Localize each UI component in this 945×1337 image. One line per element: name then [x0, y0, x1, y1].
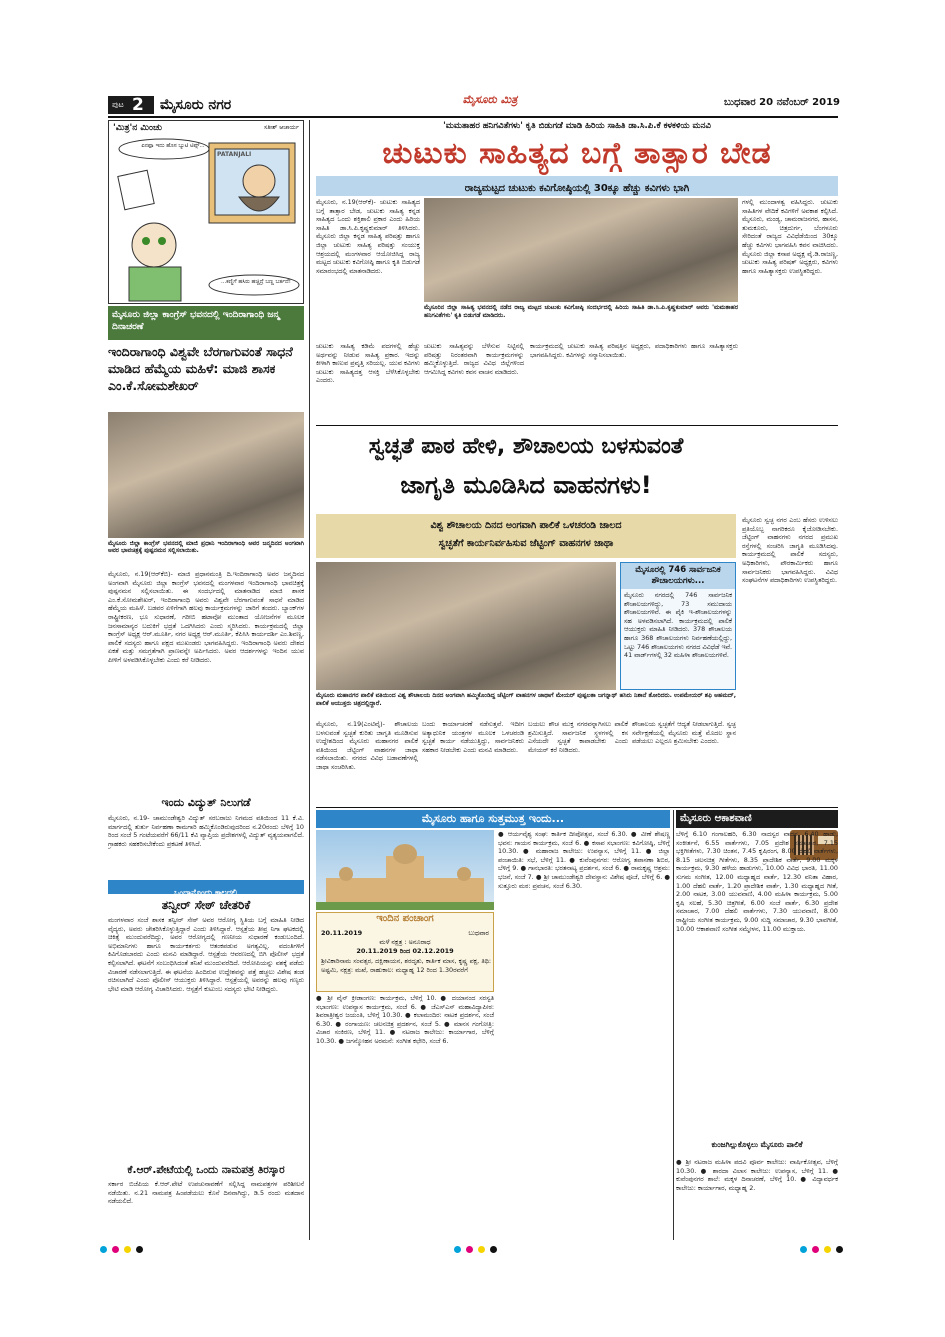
today-events-left: ● ಶ್ರೀ ವೈನ್ ಕ್ರೀಡಾಂಗಣ: ಕಾರ್ಯಕ್ರಮ, ಬೆಳಿಗ್ಗೆ 10. ● ದಯಾನಂದ ಸರಸ್ವತಿ ಸಭಾಂಗಣ: ಉಪನ್ಯಾಸ ಕಾರ್ಯಕ್ರಮ, ಸಂಜೆ 6. ● ಜೆಎಸ್‌ಎಸ್ ಮಹಾವಿದ್ಯಾಪೀಠ: ಶಿವರಾತ್ರೀಶ್ವರ ಜಯಂತಿ, ಬೆಳಿಗ್ಗೆ 10.30. ● ಕಲಾಮಂದಿರ: ನಾಟಕ ಪ್ರದರ್ಶನ, ಸಂಜೆ 6.30. ● ರಂಗಾಯಣ: ಚಲನಚಿತ್ರ ಪ್ರದರ್ಶನ, ಸಂಜೆ 5. ● ಮಾನಸ ಗಂಗೋತ್ರಿ: ವಿಚಾರ ಸಂಕಿರಣ, ಬೆಳಿಗ್ಗೆ 11. ● ನಟರಾಜ ಕಾಲೇಜು: ಕಾರ್ಯಾಗಾರ, ಬೆಳಿಗ್ಗೆ 10.30. ● ಜಗನ್ಮೋಹನ ಅರಮನೆ: ಸಂಗೀತ ಕಛೇರಿ, ಸಂಜೆ 6. — [316, 994, 494, 1045]
top-story-col4: ಕಾರ್ಯಕ್ರಮದಲ್ಲಿ ಚುಟುಕು ಸಾಹಿತ್ಯ ಪರಿಷತ್ತಿನ ಅಧ್ಯಕ್ಷರು, ಪದಾಧಿಕಾರಿಗಳು ಹಾಗೂ ಸಾಹಿತ್ಯಾಸಕ್ತರು ಭಾಗವಹಿಸಿದ್ದರು. ಕವಿಗಳನ್ನು ಸನ್ಮಾನಿಸಲಾಯಿತು. — [530, 342, 738, 359]
power-cut-title: ಇಂದು ವಿದ್ಯುತ್ ನಿಲುಗಡೆ — [161, 796, 251, 809]
panchanga-body: ಶ್ರೀವಿಕಾರಿನಾಮ ಸಂವತ್ಸರ, ದಕ್ಷಿಣಾಯನ, ಶರದೃತು, ಕಾರ್ತಿಕ ಮಾಸ, ಕೃಷ್ಣ ಪಕ್ಷ, ತಿಥಿ: ಅಷ್ಟಮಿ, ನಕ್ಷತ್ರ: ಮಖೆ, ರಾಹುಕಾಲ: ಮಧ್ಯಾಹ್ನ 12 ರಿಂದ 1.30ರವರೆಗೆ — [321, 957, 491, 974]
second-story-headline-2: ಜಾಗೃತಿ ಮೂಡಿಸಿದ ವಾಹನಗಳು! — [400, 471, 652, 499]
second-story-caption: ಮೈಸೂರು ಮಹಾನಗರ ಪಾಲಿಕೆ ವತಿಯಿಂದ ವಿಶ್ವ ಶೌಚಾಲಯ ದಿನದ ಅಂಗವಾಗಿ ಹಮ್ಮಿಕೊಂಡಿದ್ದ ಜೆಟ್ಟಿಂಗ್ ವಾಹನಗಳ ಜಾಥಾಗೆ ಮೇಯರ್ ಪುಷ್ಪಲತಾ ಜಗನ್ನಾಥ್ ಹಸಿರು ನಿಶಾನೆ ತೋರಿದರು. ಉಪಮೇಯರ್ ಶಫಿ ಅಹಮದ್, ಪಾಲಿಕೆ ಆಯುಕ್ತರು ಚಿತ್ರದಲ್ಲಿದ್ದಾರೆ. — [316, 692, 736, 707]
top-story-photo — [424, 198, 738, 302]
radio-header-text: ಮೈಸೂರು ಆಕಾಶವಾಣಿ — [680, 813, 752, 824]
left-story-kicker-text: ಮೈಸೂರು ಜಿಲ್ಲಾ ಕಾಂಗ್ರೆಸ್ ಭವನದಲ್ಲಿ ಇಂದಿರಾಗಾಂಧಿ ಜನ್ಮ ದಿನಾಚರಣೆ — [112, 310, 280, 332]
left-story-body: ಮೈಸೂರು, ನ.19(ಆರ್‌ಕೆಬಿ)- ಮಾಜಿ ಪ್ರಧಾನಮಂತ್ರಿ ದಿ.ಇಂದಿರಾಗಾಂಧಿ ಅವರ ಜನ್ಮದಿನದ ಅಂಗವಾಗಿ ಮೈಸೂರು ಜಿಲ್ಲಾ ಕಾಂಗ್ರೆಸ್ ಭವನದಲ್ಲಿ ಮಂಗಳವಾರ ಇಂದಿರಾಗಾಂಧಿ ಭಾವಚಿತ್ರಕ್ಕೆ ಪುಷ್ಪನಮನ ಸಲ್ಲಿಸಲಾಯಿತು. ಈ ಸಂದರ್ಭದಲ್ಲಿ ಮಾತನಾಡಿದ ಮಾಜಿ ಶಾಸಕ ಎಂ.ಕೆ.ಸೋಮಶೇಖರ್, ಇಂದಿರಾಗಾಂಧಿ ಅವರು ವಿಶ್ವವೇ ಬೆರಗಾಗುವಂತೆ ಸಾಧನೆ ಮಾಡಿದ ಹೆಮ್ಮೆಯ ಮಹಿಳೆ. ಬಡವರ ಏಳಿಗೆಗಾಗಿ ಹಲವು ಕಾರ್ಯಕ್ರಮಗಳನ್ನು ಜಾರಿಗೆ ತಂದರು. ಬ್ಯಾಂಕ್‌ಗಳ ರಾಷ್ಟ್ರೀಕರಣ, ಭೂ ಸುಧಾರಣೆ, ಗರೀಬಿ ಹಟಾವೋ ಮುಂತಾದ ಯೋಜನೆಗಳ ಮೂಲಕ ಜನಸಾಮಾನ್ಯರ ಬದುಕಿಗೆ ಭದ್ರತೆ ಒದಗಿಸಿದರು ಎಂದು ಸ್ಮರಿಸಿದರು. ಕಾರ್ಯಕ್ರಮದಲ್ಲಿ ಜಿಲ್ಲಾ ಕಾಂಗ್ರೆಸ್ ಅಧ್ಯಕ್ಷ ಆರ್.ಮೂರ್ತಿ, ನಗರ ಅಧ್ಯಕ್ಷ ಆರ್.ಮೂರ್ತಿ, ಕೆಪಿಸಿಸಿ ಕಾರ್ಯದರ್ಶಿ ಎಂ.ಶಿವಣ್ಣ, ಪಾಲಿಕೆ ಸದಸ್ಯರು ಹಾಗೂ ಪಕ್ಷದ ಮುಖಂಡರು ಭಾಗವಹಿಸಿದ್ದರು. ಇಂದಿರಾಗಾಂಧಿ ಅವರು ದೇಶದ ಏಕತೆ ಮತ್ತು ಸಮಗ್ರತೆಗಾಗಿ ಪ್ರಾಣವನ್ನೇ ಅರ್ಪಿಸಿದರು. ಅವರ ಆದರ್ಶಗಳನ್ನು ಇಂದಿನ ಯುವ ಪೀಳಿಗೆ ಅಳವಡಿಸಿಕೊಳ್ಳಬೇಕು ಎಂದು ಕರೆ ನೀಡಿದರು. — [108, 570, 304, 664]
palace-icon — [316, 830, 494, 910]
second-story-subhead-1: ವಿಶ್ವ ಶೌಚಾಲಯ ದಿನದ ಅಂಗವಾಗಿ ಪಾಲಿಕೆ ಒಳಚರಂಡಿ ಜಾಲದ — [430, 520, 622, 531]
radio-body: ಬೆಳಿಗ್ಗೆ 6.10 ಗಂಗಾಲಹರಿ, 6.30 ನಾದಸ್ವರ ವಾದನ, 6.40 ಹಾಡು, ಸಂಕೀರ್ತನೆ, 6.55 ವಾರ್ತೆಗಳು, 7.05 ಪ್ರದೇಶ ಸಮಾಚಾರ, 7.15 ಭಕ್ತಿಗೀತೆಗಳು, 7.30 ಚಿಂತನ, 7.45 ಕೃಷಿರಂಗ, 8.00 ದೆಹಲಿ ವಾರ್ತೆಗಳು, 8.15 ಚಲನಚಿತ್ರ ಗೀತೆಗಳು, 8.35 ಪ್ರಾದೇಶಿಕ ವಾರ್ತೆ, 9.00 ಮಕ್ಕಳ ಕಾರ್ಯಕ್ರಮ, 9.30 ಹಳೆಯ ಹಾಡುಗಳು, 10.00 ವಿವಿಧ ಭಾರತಿ, 11.00 ಸುಗಮ ಸಂಗೀತ, 12.00 ಮಧ್ಯಾಹ್ನದ ವಾರ್ತೆ, 12.30 ವನಿತಾ ವಿಹಾರ, 1.00 ದೆಹಲಿ ವಾರ್ತೆ, 1.20 ಪ್ರಾದೇಶಿಕ ವಾರ್ತೆ, 1.30 ಮಧ್ಯಾಹ್ನದ ಗೀತೆ, 2.00 ನಾಟಕ, 3.00 ಯುವವಾಣಿ, 4.00 ಮಹಿಳಾ ಕಾರ್ಯಕ್ರಮ, 5.00 ಕೃಷಿ ಸಲಹೆ, 5.30 ಚಿತ್ರಗೀತೆ, 6.00 ಸಂಜೆ ವಾರ್ತೆ, 6.30 ಪ್ರದೇಶ ಸಮಾಚಾರ, 7.00 ದೆಹಲಿ ವಾರ್ತೆಗಳು, 7.30 ಯುವವಾಣಿ, 8.00 ರಾಷ್ಟ್ರೀಯ ಸಂಗೀತ ಕಾರ್ಯಕ್ರಮ, 9.00 ಸುದ್ದಿ ಸಮಾಚಾರ, 9.30 ಭಾವಗೀತೆ, 10.00 ಆಕಾಶವಾಣಿ ಸಂಗೀತ ಸಮ್ಮೇಳನ, 11.00 ಮುಕ್ತಾಯ. — [676, 830, 838, 933]
nomination-title: ಕೆ.ಆರ್.ಪೇಟೆಯಲ್ಲಿ ಒಂದು ನಾಮಪತ್ರ ತಿರಸ್ಕಾರ — [127, 1164, 285, 1176]
history-band — [108, 880, 304, 897]
power-cut-body: ಮೈಸೂರು, ನ.19- ಚಾಮುಂಡೇಶ್ವರಿ ವಿದ್ಯುತ್ ಸರಬರಾಜು ನಿಗಮದ ವತಿಯಿಂದ 11 ಕೆ.ವಿ. ಮಾರ್ಗದಲ್ಲಿ ತುರ್ತು ನಿರ್ವಹಣಾ ಕಾಮಗಾರಿ ಹಮ್ಮಿಕೊಂಡಿರುವುದರಿಂದ ನ.20ರಂದು ಬೆಳಿಗ್ಗೆ 10 ರಿಂದ ಸಂಜೆ 5 ಗಂಟೆಯವರೆಗೆ 66/11 ಕೆವಿ ವ್ಯಾಪ್ತಿಯ ಪ್ರದೇಶಗಳಲ್ಲಿ ವಿದ್ಯುತ್ ವ್ಯತ್ಯಯವಾಗಲಿದೆ. ಗ್ರಾಹಕರು ಸಹಕರಿಸಬೇಕೆಂದು ಪ್ರಕಟಣೆ ತಿಳಿಸಿದೆ. — [108, 814, 304, 848]
cartoon-artist: ಸತೀಶ್ ಆಚಾರ್ಯ — [264, 124, 299, 131]
panchanga-title: ಇಂದಿನ ಪಂಚಾಂಗ — [376, 913, 434, 924]
top-story-caption: ಮೈಸೂರಿನ ಜಿಲ್ಲಾ ಸಾಹಿತ್ಯ ಭವನದಲ್ಲಿ ನಡೆದ ರಾಜ್ಯ ಮಟ್ಟದ ಚುಟುಕು ಕವಿಗೋಷ್ಠಿ ಸಂದರ್ಭದಲ್ಲಿ ಹಿರಿಯ ಸಾಹಿತಿ ಡಾ.ಸಿ.ಪಿ.ಕೃಷ್ಣಕುಮಾರ್ ಅವರು 'ಮಮತಾಹರ ಹನಿಗವಿತೆಗಳು' ಕೃತಿ ಬಿಡುಗಡೆ ಮಾಡಿದರು. — [424, 304, 738, 319]
left-story-kicker — [108, 306, 304, 340]
cartoon-drawing — [109, 135, 303, 303]
top-story-kicker: 'ಮಮತಾಹರ ಹನಿಗವಿತೆಗಳು' ಕೃತಿ ಬಿಡುಗಡೆ ಮಾಡಿ ಹಿರಿಯ ಸಾಹಿತಿ ಡಾ.ಸಿ.ಪಿ.ಕೆ ಕಳಕಳಿಯ ಮನವಿ — [443, 121, 711, 131]
radio-header — [676, 810, 838, 828]
history-body: ಮಂಗಳವಾರ ಸಂಜೆ ಶಾಸಕ ತನ್ವೀರ್ ಸೇಠ್ ಅವರ ಆರೋಗ್ಯ ಸ್ಥಿತಿಯ ಬಗ್ಗೆ ಮಾಹಿತಿ ನೀಡಿದ ವೈದ್ಯರು, ಅವರು ಚೇತರಿಸಿಕೊಳ್ಳುತ್ತಿದ್ದಾರೆ ಎಂದು ತಿಳಿಸಿದ್ದಾರೆ. ಆಸ್ಪತ್ರೆಯ ತೀವ್ರ ನಿಗಾ ಘಟಕದಲ್ಲಿ ಚಿಕಿತ್ಸೆ ಮುಂದುವರೆದಿದ್ದು, ಅವರ ಆರೋಗ್ಯದಲ್ಲಿ ಗಣನೀಯ ಸುಧಾರಣೆ ಕಂಡುಬಂದಿದೆ. ಅಭಿಮಾನಿಗಳು ಹಾಗೂ ಕಾರ್ಯಕರ್ತರು ಆತಂಕಪಡುವ ಅಗತ್ಯವಿಲ್ಲ. ವದಂತಿಗಳಿಗೆ ಕಿವಿಗೊಡಬಾರದು ಎಂದು ಮನವಿ ಮಾಡಿದ್ದಾರೆ. ಆಸ್ಪತ್ರೆಯ ಆವರಣದಲ್ಲಿ ಬಿಗಿ ಪೊಲೀಸ್ ಭದ್ರತೆ ಕಲ್ಪಿಸಲಾಗಿದೆ. ಘಟನೆಗೆ ಸಂಬಂಧಿಸಿದಂತೆ ತನಿಖೆ ಮುಂದುವರೆದಿದೆ. ಆರೋಪಿಯನ್ನು ವಶಕ್ಕೆ ಪಡೆದು ವಿಚಾರಣೆ ನಡೆಸಲಾಗುತ್ತಿದೆ. ಈ ಘಟನೆಯ ಹಿಂದಿರುವ ಉದ್ದೇಶವನ್ನು ಪತ್ತೆ ಹಚ್ಚಲು ವಿಶೇಷ ತಂಡ ರಚಿಸಲಾಗಿದೆ ಎಂದು ಪೊಲೀಸ್ ಆಯುಕ್ತರು ತಿಳಿಸಿದ್ದಾರೆ. ಆಸ್ಪತ್ರೆಯಲ್ಲಿ ಅವರನ್ನು ಹಲವು ಗಣ್ಯರು ಭೇಟಿ ಮಾಡಿ ಆರೋಗ್ಯ ವಿಚಾರಿಸಿದರು. ಆಸ್ಪತ್ರೆಗೆ ಕುಟುಂಬ ಸದಸ್ಯರು ಭೇಟಿ ನೀಡಿದ್ದರು. — [108, 916, 304, 993]
nomination-body: ಸರ್ಕಾರ ಬಿಜೆಪಿಯ ಕೆ.ಆರ್.ಪೇಟೆ ಉಪಚುನಾವಣೆಗೆ ಸಲ್ಲಿಸಿದ್ದ ನಾಮಪತ್ರಗಳ ಪರಿಶೀಲನೆ ನಡೆಯಿತು. ನ.21 ನಾಮಪತ್ರ ಹಿಂಪಡೆಯಲು ಕೊನೆ ದಿನವಾಗಿದ್ದು, ಡಿ.5 ರಂದು ಮತದಾನ ನಡೆಯಲಿದೆ. — [108, 1180, 304, 1206]
second-story-subhead-2: ಸ್ವಚ್ಛತೆಗೆ ಕಾರ್ಯನಿರ್ವಹಿಸುವ ಜೆಟ್ಟಿಂಗ್ ವಾಹನಗಳ ಜಾಥಾ — [438, 538, 614, 549]
radio-sub-body: ● ಶ್ರೀ ನಟರಾಜ ಮಹಿಳಾ ಪದವಿ ಪೂರ್ವ ಕಾಲೇಜು: ವಾರ್ಷಿಕೋತ್ಸವ, ಬೆಳಿಗ್ಗೆ 10.30. ● ಶಾರದಾ ವಿಲಾಸ ಕಾಲೇಜು: ಉಪನ್ಯಾಸ, ಬೆಳಿಗ್ಗೆ 11. ● ಕುವೆಂಪುನಗರ ಶಾಲೆ: ಮಕ್ಕಳ ದಿನಾಚರಣೆ, ಬೆಳಿಗ್ಗೆ 10. ● ವಿದ್ಯಾವರ್ಧಕ ಕಾಲೇಜು: ಕಾರ್ಯಾಗಾರ, ಮಧ್ಯಾಹ್ನ 2. — [676, 1158, 838, 1192]
second-story-col5: ಮೈಸೂರು ಸ್ವಚ್ಛ ನಗರ ಎಂಬ ಹೆಸರು ಉಳಿಸಲು ಪ್ರತಿಯೊಬ್ಬ ನಾಗರಿಕರೂ ಕೈಜೋಡಿಸಬೇಕು. ಜೆಟ್ಟಿಂಗ್ ವಾಹನಗಳು ನಗರದ ಪ್ರಮುಖ ರಸ್ತೆಗಳಲ್ಲಿ ಸಂಚರಿಸಿ ಜಾಗೃತಿ ಮೂಡಿಸಿದವು. ಕಾರ್ಯಕ್ರಮದಲ್ಲಿ ಪಾಲಿಕೆ ಸದಸ್ಯರು, ಅಧಿಕಾರಿಗಳು, ಪೌರಕಾರ್ಮಿಕರು ಹಾಗೂ ಸಾರ್ವಜನಿಕರು ಭಾಗವಹಿಸಿದ್ದರು. ವಿವಿಧ ಸಂಘಟನೆಗಳ ಪದಾಧಿಕಾರಿಗಳು ಉಪಸ್ಥಿತರಿದ್ದರು. — [742, 516, 838, 585]
second-story-headline-1: ಸ್ವಚ್ಛತೆ ಪಾಠ ಹೇಳಿ, ಶೌಚಾಲಯ ಬಳಸುವಂತೆ — [368, 434, 684, 459]
toilets-box-title: ಮೈಸೂರಲ್ಲಿ 746 ಸಾರ್ವಜನಿಕ ಶೌಚಾಲಯಗಳು... — [621, 563, 735, 589]
history-title: ತನ್ವೀರ್ ಸೇಠ್ ಚೇತರಿಕೆ — [161, 898, 251, 912]
left-story-caption: ಮೈಸೂರು ಜಿಲ್ಲಾ ಕಾಂಗ್ರೆಸ್ ಭವನದಲ್ಲಿ ಮಾಜಿ ಪ್ರಧಾನಿ ಇಂದಿರಾಗಾಂಧಿ ಅವರ ಜನ್ಮದಿನದ ಅಂಗವಾಗಿ ಅವರ ಭಾವಚಿತ್ರಕ್ಕೆ ಪುಷ್ಪನಮನ ಸಲ್ಲಿಸಲಾಯಿತು. — [108, 540, 304, 554]
second-story-col3: ಬಯಲು ಶೌಚ ಮುಕ್ತ ನಗರವನ್ನಾಗಿಸಲು ಪಾಲಿಕೆ ಶ್ರಮಿಸುತ್ತಿದೆ. ಸಾರ್ವಜನಿಕ ಸ್ಥಳಗಳಲ್ಲಿ ಕಸ ಎಸೆಯದೇ ಸ್ವಚ್ಛತೆ ಕಾಪಾಡಬೇಕು ಎಂದು ಮೇಯರ್ ಕರೆ ನೀಡಿದರು. — [528, 720, 628, 754]
second-story-photo — [316, 562, 616, 690]
section-title: ಮೈಸೂರು ನಗರ — [160, 97, 232, 113]
second-story-col1: ಮೈಸೂರು, ನ.19(ಎಂಟಿವೈ)- ಶೌಚಾಲಯ ಬಳಸುವಂತೆ ಸ್ವಚ್ಛತೆ ಕುರಿತು ಜಾಗೃತಿ ಮೂಡಿಸುವ ಉದ್ದೇಶದಿಂದ ಮೈಸೂರು ಮಹಾನಗರ ಪಾಲಿಕೆ ವತಿಯಿಂದ ಜೆಟ್ಟಿಂಗ್ ವಾಹನಗಳ ಜಾಥಾ ನಡೆಸಲಾಯಿತು. ನಗರದ ವಿವಿಧ ಬಡಾವಣೆಗಳಲ್ಲಿ ಜಾಥಾ ಸಂಚರಿಸಿತು. — [316, 720, 418, 771]
cartoon-bubble-top: ಏನಪ್ಪಾ ಇದು ಹೊಸ ಬ್ಯುಟಿ ಟಿಪ್ಸ್... — [141, 143, 205, 149]
panchanga-line2: 20.11.2019 ರಿಂದ 02.12.2019 — [356, 947, 454, 955]
second-story-col4: ಶೌಚಾಲಯ ಸ್ವಚ್ಛತೆಗೆ ಆದ್ಯತೆ ನೀಡಲಾಗುತ್ತಿದೆ. ಸ್ವಚ್ಛ ಸರ್ವೇಕ್ಷಣೆಯಲ್ಲಿ ಮೈಸೂರು ಮತ್ತೆ ಮೊದಲ ಸ್ಥಾನ ಪಡೆಯಲು ಎಲ್ಲರೂ ಶ್ರಮಿಸಬೇಕು ಎಂದರು. — [632, 720, 736, 746]
masthead: ಮೈಸೂರು ಮಿತ್ರ — [462, 93, 518, 106]
top-story-col5: ಗಳಲ್ಲಿ ಮುಂದಾಳತ್ವ ವಹಿಸಿದ್ದರು. ಚುಟುಕು ಸಾಹಿತಿಗಳ ವೇದಿಕೆ ಕವಿಗಳಿಗೆ ಅವಕಾಶ ಕಲ್ಪಿಸಿದೆ. ಮೈಸೂರು, ಮಂಡ್ಯ, ಚಾಮರಾಜನಗರ, ಹಾಸನ, ತುಮಕೂರು, ಚಿತ್ರದುರ್ಗ, ಬೆಂಗಳೂರು ಸೇರಿದಂತೆ ರಾಜ್ಯದ ವಿವಿಧೆಡೆಯಿಂದ 30ಕ್ಕೂ ಹೆಚ್ಚು ಕವಿಗಳು ಭಾಗವಹಿಸಿ ಕವನ ವಾಚಿಸಿದರು. ಮೈಸೂರು ಜಿಲ್ಲಾ ಕಸಾಪ ಅಧ್ಯಕ್ಷ ವೈ.ಡಿ.ರಾಜಣ್ಣ, ಚುಟುಕು ಸಾಹಿತ್ಯ ಪರಿಷತ್ ಅಧ್ಯಕ್ಷರು, ಕವಿಗಳು ಹಾಗೂ ಸಾಹಿತ್ಯಾಸಕ್ತರು ಉಪಸ್ಥಿತರಿದ್ದರು. — [742, 198, 838, 275]
panchanga-day: ಬುಧವಾರ — [468, 929, 489, 937]
page-number-badge — [108, 96, 154, 114]
top-story-col1: ಮೈಸೂರು, ನ.19(ಆರ್‌ಕೆ)- ಚುಟುಕು ಸಾಹಿತ್ಯದ ಬಗ್ಗೆ ತಾತ್ಸಾರ ಬೇಡ, ಚುಟುಕು ಸಾಹಿತ್ಯ ಕನ್ನಡ ಸಾಹಿತ್ಯದ ಒಂದು ಶಕ್ತಿಶಾಲಿ ಪ್ರಕಾರ ಎಂದು ಹಿರಿಯ ಸಾಹಿತಿ ಡಾ.ಸಿ.ಪಿ.ಕೃಷ್ಣಕುಮಾರ್ ತಿಳಿಸಿದರು. ಮೈಸೂರು ಜಿಲ್ಲಾ ಕನ್ನಡ ಸಾಹಿತ್ಯ ಪರಿಷತ್ತು ಹಾಗೂ ಜಿಲ್ಲಾ ಚುಟುಕು ಸಾಹಿತ್ಯ ಪರಿಷತ್ತು ಸಂಯುಕ್ತ ಆಶ್ರಯದಲ್ಲಿ ಮಂಗಳವಾರ ಆಯೋಜಿಸಿದ್ದ ರಾಜ್ಯ ಮಟ್ಟದ ಚುಟುಕು ಕವಿಗೋಷ್ಠಿ ಹಾಗೂ ಕೃತಿ ಬಿಡುಗಡೆ ಸಮಾರಂಭದಲ್ಲಿ ಮಾತನಾಡಿದರು. — [316, 198, 420, 275]
top-story-headline: ಚುಟುಕು ಸಾಹಿತ್ಯದ ಬಗ್ಗೆ ತಾತ್ಸಾರ ಬೇಡ — [382, 136, 772, 171]
today-header-text: ಮೈಸೂರು ಹಾಗೂ ಸುತ್ತಮುತ್ತ ಇಂದು... — [421, 812, 565, 825]
history-band-text: ಒಂದಾನೊಂದು ಕಾಲದಲ್ಲಿ — [174, 888, 238, 897]
palace-illustration — [316, 830, 494, 910]
panchanga-date: 20.11.2019 — [321, 929, 363, 937]
second-story-col2: ಬಂದು ಕಾರ್ಯಾಚರಣೆ ನಡೆಸುತ್ತವೆ. ಇದೀಗ ಅತ್ಯಾಧುನಿಕ ಯಂತ್ರಗಳ ಮೂಲಕ ಒಳಚರಂಡಿ ಸ್ವಚ್ಛತೆ ಕಾರ್ಯ ನಡೆಯುತ್ತಿದ್ದು, ಸಾರ್ವಜನಿಕರು ಸಹಕಾರ ನೀಡಬೇಕು ಎಂದು ಮನವಿ ಮಾಡಿದರು. — [422, 720, 524, 754]
left-story-photo — [108, 412, 304, 538]
cartoon-tv-label: PATANJALI — [217, 151, 252, 158]
top-story-col3: ಚುಟುಕು ಸಾಹಿತ್ಯವನ್ನು ಬೆಳೆಸುವ ನಿಟ್ಟಿನಲ್ಲಿ ಪರಿಷತ್ತು ನಿರಂತರವಾಗಿ ಕಾರ್ಯಕ್ರಮಗಳನ್ನು ಹಮ್ಮಿಕೊಳ್ಳುತ್ತಿದೆ. ರಾಜ್ಯದ ವಿವಿಧ ಜಿಲ್ಲೆಗಳಿಂದ ಆಗಮಿಸಿದ್ದ ಕವಿಗಳು ಕವನ ವಾಚನ ಮಾಡಿದರು. — [424, 342, 524, 376]
cartoon-title: 'ಮಿತ್ರ'ನ ಮಿಂಚು — [113, 123, 163, 133]
toilets-box — [620, 562, 736, 690]
top-story-col2: ಚುಟುಕು ಸಾಹಿತ್ಯ ಕಡಿಮೆ ಪದಗಳಲ್ಲಿ ಹೆಚ್ಚು ಅರ್ಥವನ್ನು ನೀಡುವ ಸಾಹಿತ್ಯ ಪ್ರಕಾರ. ಇದನ್ನು ಕೀಳಾಗಿ ಕಾಣುವ ಪ್ರವೃತ್ತಿ ಸರಿಯಲ್ಲ. ಯುವ ಕವಿಗಳು ಚುಟುಕು ಸಾಹಿತ್ಯದತ್ತ ಆಸಕ್ತಿ ಬೆಳೆಸಿಕೊಳ್ಳಬೇಕು ಎಂದರು. — [316, 342, 420, 385]
page-label: ಪುಟ — [112, 100, 124, 109]
cartoon-panel — [108, 120, 304, 304]
radio-sub-header: ಕುಂಜಗಿಲ್ಲುಕೊಳ್ಳಲು ಮೈಸೂರು ಪಾಲಿಕೆ — [711, 1140, 803, 1149]
cartoon-bubble-bottom: ...ಕಣ್ಣಿಗೆ ಹಸಿರು ಹಚ್ಚಿದ್ರೆ ಬಣ್ಣ ಬರ್ತದೆ! — [221, 279, 291, 285]
today-events-right: ● ಆರ್ಯವೈಶ್ಯ ಸಂಘ: ಕಾರ್ತಿಕ ದೀಪೋತ್ಸವ, ಸಂಜೆ 6.30. ● ವೀಣೆ ಶೇಷಣ್ಣ ಭವನ: ಗಾಯನ ಕಾರ್ಯಕ್ರಮ, ಸಂಜೆ 6. ● ಕಸಾಪ ಸಭಾಂಗಣ: ಕವಿಗೋಷ್ಠಿ, ಬೆಳಿಗ್ಗೆ 10.30. ● ಮಹಾರಾಜ ಕಾಲೇಜು: ಉಪನ್ಯಾಸ, ಬೆಳಿಗ್ಗೆ 11. ● ಜಿಲ್ಲಾ ಪಂಚಾಯಿತಿ: ಸಭೆ, ಬೆಳಿಗ್ಗೆ 11. ● ಕುವೆಂಪುನಗರ: ಆರೋಗ್ಯ ತಪಾಸಣಾ ಶಿಬಿರ, ಬೆಳಿಗ್ಗೆ 9. ● ಗಾನಭಾರತಿ: ಭರತನಾಟ್ಯ ಪ್ರದರ್ಶನ, ಸಂಜೆ 6. ● ರಾಮಕೃಷ್ಣ ಆಶ್ರಮ: ಭಜನೆ, ಸಂಜೆ 7. ● ಶ್ರೀ ಚಾಮುಂಡೇಶ್ವರಿ ದೇವಸ್ಥಾನ: ವಿಶೇಷ ಪೂಜೆ, ಬೆಳಿಗ್ಗೆ 6. ● ಸುತ್ತೂರು ಮಠ: ಪ್ರವಚನ, ಸಂಜೆ 6.30. — [498, 830, 670, 890]
top-story-subhead-text: ರಾಜ್ಯಮಟ್ಟದ ಚುಟುಕು ಕವಿಗೋಷ್ಠಿಯಲ್ಲಿ 30ಕ್ಕೂ ಹೆಚ್ಚು ಕವಿಗಳು ಭಾಗಿ — [464, 183, 690, 194]
left-story-headline: ಇಂದಿರಾಗಾಂಧಿ ವಿಶ್ವವೇ ಬೆರಗಾಗುವಂತೆ ಸಾಧನೆ ಮಾಡಿದ ಹೆಮ್ಮೆಯ ಮಹಿಳೆ: ಮಾಜಿ ಶಾಸಕ ಎಂ.ಕೆ.ಸೋಮಶೇಖರ್ — [108, 344, 293, 393]
toilets-box-body: ಮೈಸೂರು ನಗರದಲ್ಲಿ 746 ಸಾರ್ವಜನಿಕ ಶೌಚಾಲಯಗಳಿದ್ದು, 73 ಸಮುದಾಯ ಶೌಚಾಲಯಗಳಿವೆ. ಈ ಪೈಕಿ ಇ-ಶೌಚಾಲಯಗಳನ್ನು ಸಹ ಅಳವಡಿಸಲಾಗಿದೆ. ಕಾರ್ಯಕ್ರಮದಲ್ಲಿ ಪಾಲಿಕೆ ಆಯುಕ್ತರು ಮಾಹಿತಿ ನೀಡಿದರು. 378 ಶೌಚಾಲಯ ಹಾಗೂ 368 ಶೌಚಾಲಯಗಳು ನಿರ್ವಹಣೆಯಲ್ಲಿದ್ದು, ಒಟ್ಟು 746 ಶೌಚಾಲಯಗಳು ನಗರದ ವಿವಿಧೆಡೆ ಇವೆ. 41 ವಾರ್ಡ್‌ಗಳಲ್ಲಿ 32 ಮಹಿಳಾ ಶೌಚಾಲಯಗಳಿವೆ. — [624, 591, 732, 660]
page-number: 2 — [132, 95, 144, 115]
panchanga-box — [316, 912, 494, 992]
today-header — [316, 810, 670, 828]
second-story-subhead — [316, 514, 736, 558]
panchanga-line1: ಮಳೆ ನಕ್ಷತ್ರ : ಅನೂರಾಧ — [379, 938, 431, 946]
issue-date: ಬುಧವಾರ 20 ನವೆಂಬರ್ 2019 — [724, 97, 840, 108]
top-story-subhead — [316, 176, 838, 196]
